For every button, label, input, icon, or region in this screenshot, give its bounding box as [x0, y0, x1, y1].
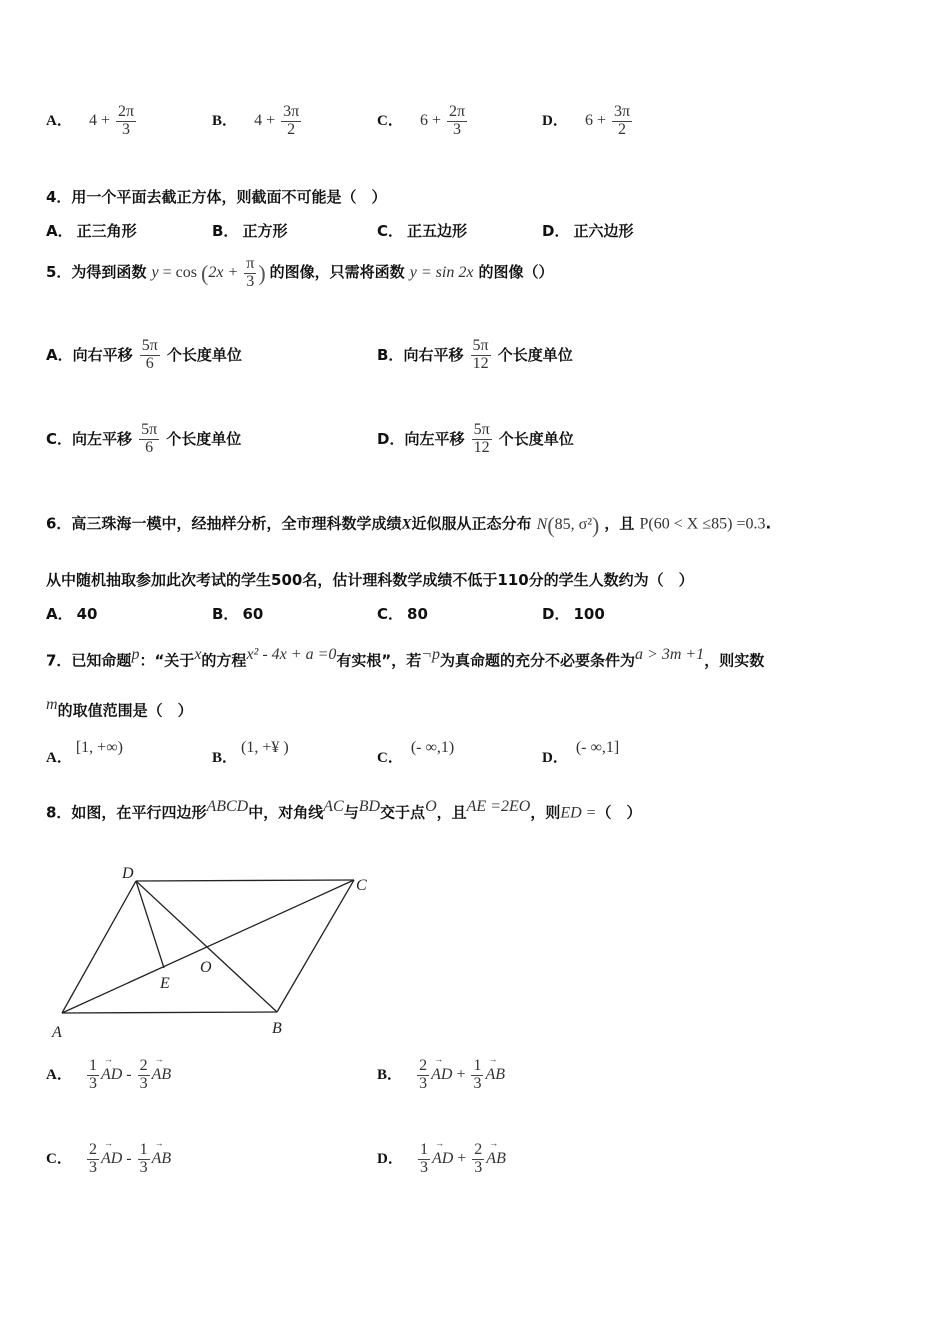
q5-option-c[interactable] — [46, 422, 241, 457]
q5-option-a[interactable] — [46, 338, 242, 373]
stem-text: 与 — [343, 803, 359, 822]
paren-left: ( — [201, 260, 209, 286]
math-var: p — [131, 646, 140, 663]
q4-option-a[interactable] — [46, 220, 137, 241]
numerator: 3π — [283, 103, 300, 120]
stem-text: ：“关于 — [139, 651, 195, 670]
option-label: B． — [212, 605, 239, 623]
q6-option-d[interactable] — [542, 603, 605, 624]
option-math: [1, +∞) — [75, 739, 123, 756]
numerator: 5π — [141, 337, 158, 354]
option-label: C． — [377, 605, 404, 623]
numerator: 5π — [473, 421, 490, 438]
numerator: 2 — [419, 1057, 428, 1074]
stem-text: 的取值范围是（ ） — [57, 701, 193, 720]
denominator: 3 — [473, 1074, 482, 1092]
q7-option-b[interactable] — [212, 736, 289, 766]
option-label: C． — [46, 1150, 72, 1167]
fraction — [87, 1142, 99, 1177]
option-label: B． — [212, 222, 239, 240]
option-direction: 向右平移 — [403, 345, 464, 364]
option-math: (- ∞,1] — [575, 739, 620, 756]
option-math: (1, +¥ ) — [241, 739, 289, 756]
q3-option-a[interactable] — [46, 104, 138, 139]
stem-text: 中，对角线 — [248, 803, 324, 822]
option-label: A． — [46, 1066, 72, 1083]
q8-option-d[interactable] — [377, 1142, 506, 1177]
option-label: C． — [377, 112, 403, 129]
q8-option-a[interactable] — [46, 1058, 171, 1093]
label-e: E — [160, 975, 170, 992]
denominator: 2 — [287, 120, 296, 138]
numerator: 2π — [117, 103, 135, 120]
q8-option-b[interactable] — [377, 1058, 505, 1093]
q6-stem-line2: 从中随机抽取参加此次考试的学生500名，估计理科数学成绩不低于110分的学生人数约为（ ） — [46, 571, 694, 589]
denominator: 3 — [419, 1158, 428, 1176]
stem-text: 的图像，只需将函数 — [269, 262, 405, 281]
vector-ab: → AB — [152, 1150, 172, 1168]
option-direction: 向左平移 — [404, 429, 465, 448]
q5-option-d[interactable] — [377, 422, 574, 457]
option-unit: 个长度单位 — [166, 429, 242, 448]
vector-ad: → AD — [101, 1066, 122, 1084]
q7-option-c[interactable] — [377, 736, 455, 766]
q6-option-a[interactable] — [46, 603, 97, 624]
q7-stem — [46, 646, 764, 670]
denominator: 3 — [453, 120, 461, 138]
option-math: 4 + $\frac{2\pi}{3}$ — [88, 103, 135, 138]
numerator: π — [246, 255, 255, 272]
q5-option-b[interactable] — [377, 338, 573, 373]
option-label: B． — [212, 750, 238, 766]
equation: x² - 4x + a =0 — [246, 646, 337, 663]
stem-text: 的图像（） — [478, 262, 554, 281]
fraction — [447, 104, 467, 139]
option-unit: 个长度单位 — [497, 345, 573, 364]
option-label: D． — [377, 1150, 403, 1167]
numerator: 2 — [88, 1141, 97, 1158]
stem-text: 8．如图，在平行四边形 — [46, 803, 207, 822]
numerator: 1 — [139, 1141, 148, 1158]
denominator: 3 — [139, 1074, 148, 1092]
operator: - — [126, 1065, 132, 1083]
label-a: A — [52, 1024, 62, 1041]
stem-text: 7．已知命题 — [46, 651, 132, 670]
numerator: 5π — [472, 337, 489, 354]
fraction — [612, 104, 632, 139]
diagonal-ac — [62, 880, 354, 1013]
stem-text: ，则实数 — [704, 651, 765, 670]
option-label: B． — [377, 1066, 403, 1083]
operator: + — [457, 1149, 467, 1167]
q6-option-b[interactable] — [212, 603, 263, 624]
label-b: B — [272, 1020, 282, 1037]
option-label: D． — [542, 750, 568, 766]
math-int: 6 — [584, 111, 593, 129]
fraction — [281, 104, 301, 139]
fraction — [139, 422, 159, 457]
denominator: 3 — [122, 120, 130, 138]
q4-option-d[interactable] — [542, 220, 633, 241]
denominator: 3 — [88, 1074, 97, 1092]
option-label: D． — [542, 222, 570, 240]
stem-text: 有实根”，若 — [336, 651, 422, 670]
vector-ad: → AD — [432, 1150, 453, 1168]
option-label: D． — [377, 429, 405, 448]
option-text: 正六边形 — [573, 222, 634, 240]
option-label: D． — [542, 605, 570, 623]
denominator: 3 — [246, 272, 255, 290]
fraction — [138, 1058, 150, 1093]
q4-stem: 4．用一个平面去截正方体，则截面不可能是（ ） — [46, 188, 387, 206]
stem-text: ，则 — [530, 803, 561, 822]
fraction — [116, 104, 136, 139]
math-arg: 2x + — [208, 263, 239, 281]
option-label: A． — [46, 605, 73, 623]
condition: a > 3m +1 — [635, 646, 705, 663]
paren-right: ) — [592, 512, 600, 537]
q8-stem — [46, 798, 641, 822]
option-label: A． — [46, 112, 72, 129]
edge-ad — [62, 881, 136, 1013]
paren-right: ) — [258, 260, 266, 286]
numerator: 2 — [474, 1141, 483, 1158]
option-unit: 个长度单位 — [498, 429, 574, 448]
denominator: 3 — [419, 1074, 428, 1092]
option-label: A． — [46, 750, 72, 766]
vector-ad: → AD — [431, 1066, 452, 1084]
option-label: C． — [46, 429, 73, 448]
math-var: O — [425, 798, 437, 815]
q3-option-d[interactable] — [542, 104, 634, 139]
stem-text: . — [765, 514, 772, 533]
q3-option-c[interactable] — [377, 104, 469, 139]
stem-text: 近似服从正态分布 — [411, 514, 532, 533]
stem-text: ，且 — [436, 803, 467, 822]
numerator: 3π — [613, 103, 631, 120]
stem-text: 为真命题的充分不必要条件为 — [440, 651, 636, 670]
denominator: 6 — [145, 354, 154, 372]
stem-text: 交于点 — [380, 803, 426, 822]
parallelogram-figure — [40, 858, 380, 1043]
fraction — [472, 1142, 484, 1177]
math-int: 4 — [254, 111, 263, 129]
option-math — [85, 1141, 172, 1176]
stem-text: （ ） — [596, 803, 642, 822]
denominator: 3 — [139, 1158, 148, 1176]
q8-option-c[interactable] — [46, 1142, 171, 1177]
stem-text: ，且 — [604, 514, 635, 533]
option-math: 4 + $\frac{3\pi}{2}$ — [254, 103, 300, 138]
q7-option-d[interactable] — [542, 736, 620, 766]
math-var: N — [536, 515, 548, 533]
edge-ab — [62, 1012, 277, 1013]
vector-ab: → AB — [485, 1066, 505, 1084]
stem-text: 的方程 — [201, 651, 247, 670]
numerator: 2 — [139, 1057, 148, 1074]
option-math — [416, 1141, 506, 1176]
function-y-cos — [151, 255, 270, 290]
denominator: 3 — [474, 1158, 483, 1176]
option-label: C． — [377, 222, 404, 240]
numerator: 1 — [473, 1057, 482, 1074]
option-label: B． — [377, 345, 404, 364]
fraction — [471, 338, 491, 373]
q4-option-c[interactable] — [377, 220, 467, 241]
condition: AE =2EO — [466, 798, 531, 815]
vector-ab: → AB — [486, 1150, 506, 1168]
math-var: ¬p — [421, 646, 441, 663]
math-var: AC — [323, 798, 344, 815]
math-var: x — [194, 646, 202, 663]
math-var: y — [151, 263, 159, 281]
fraction — [417, 1058, 429, 1093]
q7-stem-line2 — [46, 696, 193, 720]
normal-distribution — [536, 512, 600, 537]
option-math — [85, 1057, 172, 1092]
option-text: 40 — [76, 605, 98, 623]
option-math: (- ∞,1) — [410, 739, 455, 756]
fraction — [472, 422, 492, 457]
math-var: BD — [358, 798, 381, 815]
fraction — [140, 338, 160, 373]
probability-expr: P(60 < X ≤85) =0.3 — [639, 515, 766, 533]
option-direction: 向右平移 — [72, 345, 133, 364]
numerator: 2π — [448, 103, 466, 120]
math-int: 6 — [419, 111, 428, 129]
fraction — [418, 1142, 430, 1177]
option-label: D． — [542, 112, 568, 129]
math-var: X — [401, 516, 412, 533]
numerator: 5π — [141, 421, 158, 438]
math-var: ED = — [560, 804, 597, 822]
stem-text: 6．高三珠海一模中，经抽样分析，全市理科数学成绩 — [46, 514, 402, 533]
option-text: 80 — [407, 605, 428, 623]
fraction — [87, 1058, 99, 1093]
paren-left: ( — [547, 512, 555, 537]
option-label: C． — [377, 750, 403, 766]
option-math: 6 + $\frac{2\pi}{3}$ — [419, 103, 466, 138]
option-text: 100 — [573, 605, 605, 623]
option-direction: 向左平移 — [72, 429, 133, 448]
function-y-sin: y = sin 2x — [409, 263, 474, 281]
q6-option-c[interactable] — [377, 603, 428, 624]
fraction — [138, 1142, 150, 1177]
option-label: A． — [46, 222, 73, 240]
option-text: 正三角形 — [76, 222, 137, 240]
fraction — [244, 256, 256, 291]
option-text: 正方形 — [242, 222, 288, 240]
fraction — [471, 1058, 483, 1093]
option-text: 60 — [242, 605, 264, 623]
edge-dc — [136, 880, 354, 881]
q3-option-b[interactable] — [212, 104, 303, 139]
math-eq: = cos — [162, 263, 198, 281]
math-args: 85, σ² — [554, 515, 592, 533]
q4-option-b[interactable] — [212, 220, 287, 241]
vector-ab: → AB — [152, 1066, 172, 1084]
math-var: m — [46, 696, 58, 713]
option-math — [415, 1057, 506, 1092]
operator: - — [126, 1149, 132, 1167]
denominator: 6 — [145, 438, 154, 456]
stem-text: 5．为得到函数 — [46, 262, 147, 281]
option-text: 正五边形 — [407, 222, 468, 240]
denominator: 12 — [472, 354, 489, 372]
operator: + — [456, 1065, 466, 1083]
numerator: 1 — [88, 1057, 97, 1074]
option-label: B． — [212, 112, 238, 129]
label-d: D — [122, 865, 134, 882]
denominator: 12 — [473, 438, 490, 456]
vector-ad: → AD — [101, 1150, 122, 1168]
option-label: A． — [46, 345, 73, 364]
q5-stem — [46, 256, 554, 291]
option-math: 6 + $\frac{3\pi}{2}$ — [584, 103, 631, 138]
denominator: 2 — [618, 120, 626, 138]
denominator: 3 — [88, 1158, 97, 1176]
option-unit: 个长度单位 — [166, 345, 242, 364]
edge-bc — [277, 880, 354, 1012]
q7-option-a[interactable] — [46, 736, 123, 766]
math-int: 4 — [88, 111, 97, 129]
label-c: C — [356, 877, 367, 894]
numerator: 1 — [419, 1141, 428, 1158]
q6-stem — [46, 512, 771, 538]
label-o: O — [200, 959, 212, 976]
math-var: ABCD — [206, 798, 249, 815]
